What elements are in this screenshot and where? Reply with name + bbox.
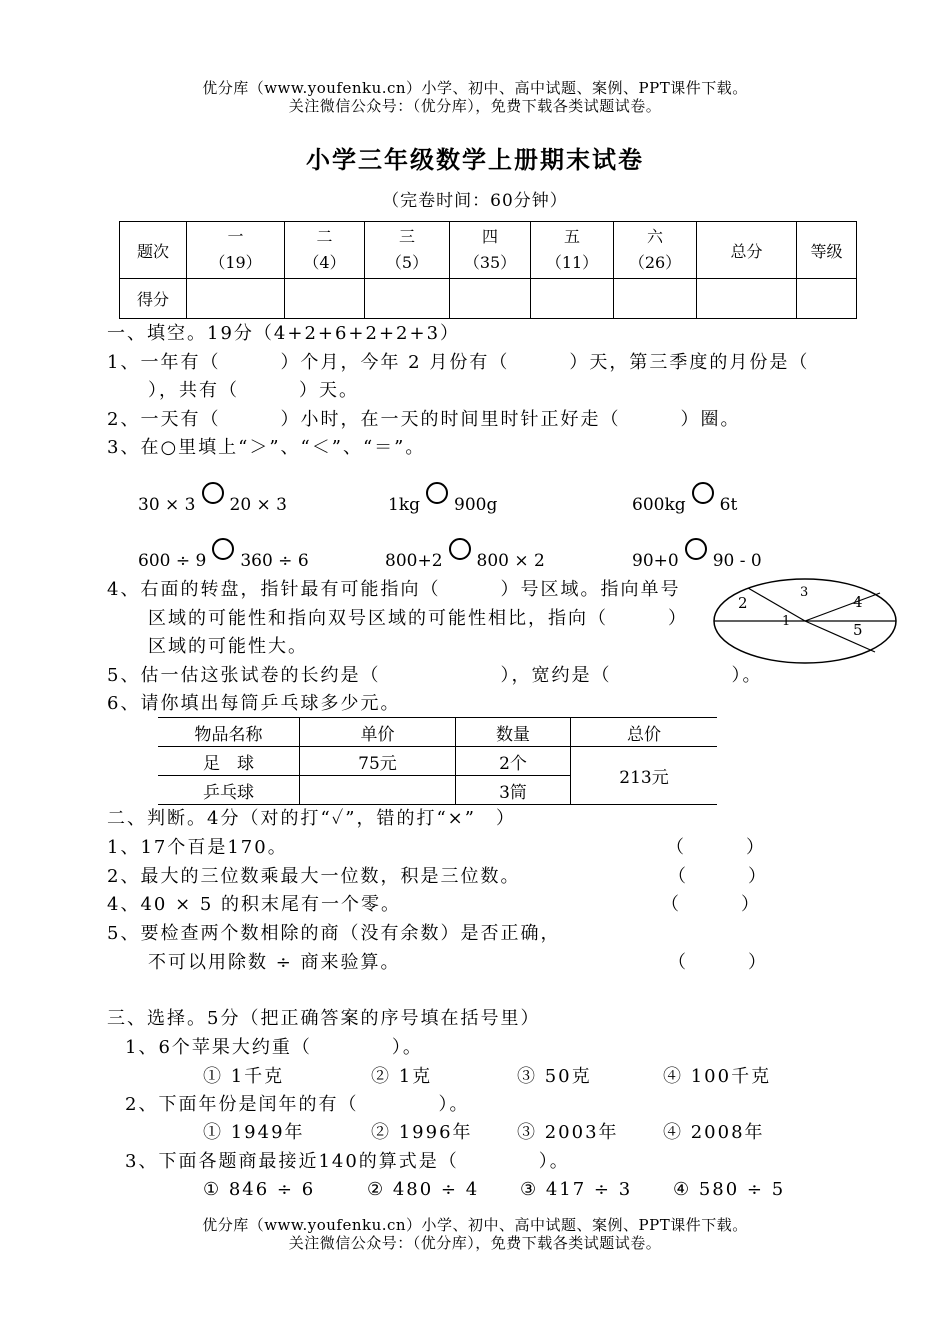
score-col-2: 二 （4） bbox=[285, 222, 365, 279]
compare-circle-icon[interactable] bbox=[449, 538, 471, 560]
choice-option[interactable]: ④ 100千克 bbox=[663, 1066, 772, 1087]
score-col-1: 一 （19） bbox=[187, 222, 285, 279]
price-unit-value: 75元 bbox=[300, 747, 456, 776]
question-4-line-1: 4、右面的转盘，指针最有可能指向（ ）号区域。指向单号 bbox=[107, 579, 681, 600]
price-item-name: 乒乓球 bbox=[158, 776, 300, 805]
price-header-total: 总价 bbox=[571, 718, 718, 747]
choice-option[interactable]: ③ 417 ÷ 3 bbox=[520, 1179, 633, 1200]
judge-item-continued: 不可以用除数 ÷ 商来验算。 bbox=[148, 952, 401, 973]
compare-item: 90+0 90 - 0 bbox=[632, 538, 762, 571]
score-col-4: 四 （35） bbox=[450, 222, 531, 279]
compare-item: 30 × 3 20 × 3 bbox=[138, 482, 287, 515]
score-cell[interactable] bbox=[285, 279, 365, 319]
question-1-line-1: 1、一年有（ ）个月，今年 2 月份有（ ）天，第三季度的月份是（ bbox=[107, 352, 810, 373]
score-col-5: 五 （11） bbox=[531, 222, 614, 279]
judge-item: 5、要检查两个数相除的商（没有余数）是否正确， bbox=[107, 923, 561, 944]
spinner-label-5: 5 bbox=[853, 621, 863, 639]
judge-answer-blank[interactable]: （ ） bbox=[661, 894, 761, 915]
page-subtitle: （完卷时间：60分钟） bbox=[382, 191, 568, 211]
compare-circle-icon[interactable] bbox=[212, 538, 234, 560]
choice-question-stem: 1、6个苹果大约重（ ）。 bbox=[125, 1037, 423, 1058]
footer-line-1: 优分库（www.youfenku.cn）小学、初中、高中试题、案例、PPT课件下载。 bbox=[202, 1216, 748, 1234]
judge-answer-blank[interactable]: （ ） bbox=[666, 837, 766, 858]
score-cell[interactable] bbox=[797, 279, 857, 319]
section-1-heading: 一、填空。19分（4+2+6+2+2+3） bbox=[107, 323, 461, 344]
score-cell[interactable] bbox=[697, 279, 797, 319]
score-col-3: 三 （5） bbox=[365, 222, 450, 279]
spinner-label-2: 2 bbox=[738, 594, 748, 612]
compare-circle-icon[interactable] bbox=[426, 482, 448, 504]
section-3-heading: 三、选择。5分（把正确答案的序号填在括号里） bbox=[107, 1008, 541, 1029]
spinner-label-4: 4 bbox=[853, 593, 863, 611]
choice-option[interactable]: ① 1949年 bbox=[203, 1122, 305, 1143]
header-line-1: 优分库（www.youfenku.cn）小学、初中、高中试题、案例、PPT课件下载。 bbox=[202, 79, 748, 97]
judge-answer-blank[interactable]: （ ） bbox=[668, 952, 768, 973]
score-total-header: 总分 bbox=[697, 222, 797, 279]
score-grade-header: 等级 bbox=[797, 222, 857, 279]
judge-answer-blank[interactable]: （ ） bbox=[668, 866, 768, 887]
judge-item: 2、最大的三位数乘最大一位数，积是三位数。 bbox=[107, 866, 521, 887]
choice-question-stem: 2、下面年份是闰年的有（ ）。 bbox=[125, 1094, 470, 1115]
score-table bbox=[119, 221, 857, 319]
question-4-line-2: 区域的可能性和指向双号区域的可能性相比，指向（ ） bbox=[148, 608, 688, 629]
compare-item: 600kg 6t bbox=[632, 482, 737, 515]
question-3: 3、在○里填上“＞”、“＜”、“＝”。 bbox=[107, 437, 426, 458]
spinner-divider bbox=[805, 621, 875, 652]
question-2: 2、一天有（ ）小时，在一天的时间里时针正好走（ ）圈。 bbox=[107, 409, 741, 430]
spinner-label-1: 1 bbox=[782, 614, 791, 629]
choice-option[interactable]: ① 1千克 bbox=[203, 1066, 285, 1087]
price-header-item: 物品名称 bbox=[158, 718, 300, 747]
choice-question-stem: 3、下面各题商最接近140的算式是（ ）。 bbox=[125, 1151, 570, 1172]
price-header-unit: 单价 bbox=[300, 718, 456, 747]
compare-item: 800+2 800 × 2 bbox=[385, 538, 545, 571]
choice-option[interactable]: ② 480 ÷ 4 bbox=[367, 1179, 480, 1200]
compare-item: 1kg 900g bbox=[388, 482, 497, 515]
price-total-value: 213元 bbox=[571, 747, 718, 805]
score-label: 得分 bbox=[120, 279, 187, 319]
choice-option[interactable]: ③ 2003年 bbox=[517, 1122, 619, 1143]
compare-circle-icon[interactable] bbox=[202, 482, 224, 504]
compare-item: 600 ÷ 9 360 ÷ 6 bbox=[138, 538, 309, 571]
score-row-label: 题次 bbox=[120, 222, 187, 279]
choice-option[interactable]: ① 846 ÷ 6 bbox=[203, 1179, 316, 1200]
score-col-6: 六 （26） bbox=[614, 222, 697, 279]
choice-option[interactable]: ④ 2008年 bbox=[663, 1122, 765, 1143]
compare-circle-icon[interactable] bbox=[692, 482, 714, 504]
choice-option[interactable]: ④ 580 ÷ 5 bbox=[673, 1179, 786, 1200]
page-title: 小学三年级数学上册期末试卷 bbox=[306, 146, 644, 174]
spinner-divider bbox=[748, 588, 805, 621]
question-5: 5、估一估这张试卷的长约是（ ），宽约是（ ）。 bbox=[107, 665, 763, 686]
choice-option[interactable]: ③ 50克 bbox=[517, 1066, 592, 1087]
choice-option[interactable]: ② 1克 bbox=[371, 1066, 433, 1087]
question-6: 6、请你填出每筒乒乓球多少元。 bbox=[107, 693, 401, 714]
header-line-2: 关注微信公众号：（优分库），免费下载各类试题试卷。 bbox=[288, 97, 662, 115]
score-cell[interactable] bbox=[614, 279, 697, 319]
score-cell[interactable] bbox=[187, 279, 285, 319]
price-qty-value: 3筒 bbox=[456, 776, 571, 805]
price-header-qty: 数量 bbox=[456, 718, 571, 747]
price-qty-value: 2个 bbox=[456, 747, 571, 776]
price-item-name: 足 球 bbox=[158, 747, 300, 776]
section-2-heading: 二、判断。4分（对的打“✓”，错的打“×” ） bbox=[107, 808, 516, 829]
compare-circle-icon[interactable] bbox=[685, 538, 707, 560]
choice-option[interactable]: ② 1996年 bbox=[371, 1122, 473, 1143]
score-cell[interactable] bbox=[531, 279, 614, 319]
score-cell[interactable] bbox=[450, 279, 531, 319]
score-cell[interactable] bbox=[365, 279, 450, 319]
spinner-label-3: 3 bbox=[800, 585, 809, 600]
footer-line-2: 关注微信公众号：（优分库），免费下载各类试题试卷。 bbox=[288, 1234, 662, 1252]
spinner-divider bbox=[805, 593, 880, 621]
price-table bbox=[158, 717, 717, 805]
question-4-line-3: 区域的可能性大。 bbox=[148, 636, 308, 657]
judge-item: 4、40 × 5 的积末尾有一个零。 bbox=[107, 894, 402, 915]
price-unit-answer[interactable] bbox=[300, 776, 456, 805]
question-1-line-2: ），共有（ ）天。 bbox=[148, 380, 359, 401]
judge-item: 1、17个百是170。 bbox=[107, 837, 288, 858]
